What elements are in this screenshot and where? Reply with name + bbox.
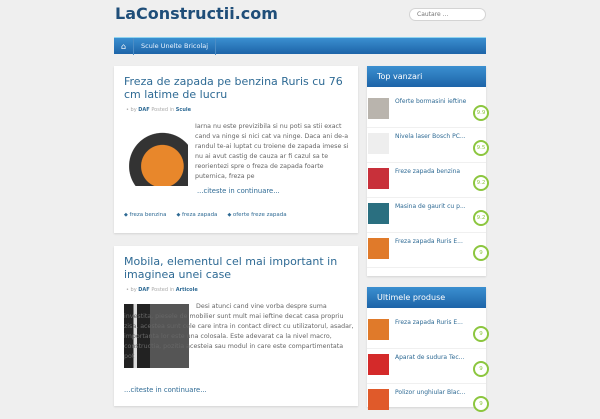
- category-link[interactable]: Articole: [175, 287, 198, 293]
- rating-badge: 9: [473, 245, 489, 261]
- rating-badge: 9.2: [473, 175, 489, 191]
- rating-badge: 9.5: [473, 140, 489, 156]
- post-meta: • by DAF Posted in Scule: [126, 107, 191, 113]
- widget-title: Ultimele produse: [367, 287, 486, 308]
- main-nav: [114, 37, 486, 54]
- product-item[interactable]: Freza zapada Ruris E... 9: [367, 314, 486, 349]
- read-more-link[interactable]: ...citeste in continuare...: [124, 386, 207, 394]
- widget-title: Top vanzari: [367, 66, 486, 87]
- post-card: [114, 246, 358, 406]
- product-item[interactable]: Freza zapada Ruris E... 9: [367, 233, 486, 268]
- author-link[interactable]: DAF: [138, 107, 150, 113]
- product-item[interactable]: Aparat de sudura Tec... 9: [367, 349, 486, 384]
- site-logo[interactable]: LaConstructii.com: [115, 4, 278, 23]
- post-title[interactable]: Mobila, elementul cel mai important in imaginea unei case: [124, 255, 338, 281]
- nav-item-scule[interactable]: Scule Unelte Bricolaj: [134, 38, 216, 55]
- product-item[interactable]: Masina de gaurit cu p... 9.2: [367, 198, 486, 233]
- product-item[interactable]: Polizor unghiular Blac... 9: [367, 384, 486, 419]
- post-card: [114, 66, 358, 233]
- home-icon[interactable]: ⌂: [114, 38, 134, 55]
- post-excerpt: Desi atunci cand vine vorba despre suma investita, piesele de mobilier sunt mult mai ieftine decat casa propriu zisa, acestea sunt cele care intra in contact direct cu utilizatorul, asadar, importanta lor este una colosala. Este adevarat ca la nivel macro, constructia, pozitia acesteia sau modul in care este compartimentata pot: [124, 303, 354, 360]
- rating-badge: 9: [473, 326, 489, 342]
- product-item[interactable]: Oferte bormasini ieftine 9.9: [367, 93, 486, 128]
- category-link[interactable]: Scule: [175, 107, 191, 113]
- post-meta: • by DAF Posted in Articole: [126, 287, 198, 293]
- post-title[interactable]: Freza de zapada pe benzina Ruris cu 76 cm latime de lucru: [124, 75, 343, 101]
- rating-badge: 9: [473, 361, 489, 377]
- post-excerpt: Iarna nu este previzibila si nu poti sa stii exact cand va ninge si nici cat va ninge. Daca ani de-a randul te-ai luptat cu troiene de zapada imese si nu ai avut castig de cauza ar fi cazul sa te reorientezi spre o freza de zapada foarte puternica, freza pe: [195, 123, 349, 180]
- rating-badge: 9: [473, 396, 489, 412]
- read-more-link[interactable]: ...citeste in continuare...: [197, 187, 280, 195]
- post-tags: [124, 212, 287, 218]
- rating-badge: 9.9: [473, 105, 489, 121]
- rating-badge: 9.2: [473, 210, 489, 226]
- search-input[interactable]: [409, 8, 486, 21]
- product-item[interactable]: Freze zapada benzina 9.2: [367, 163, 486, 198]
- tag-link[interactable]: ◆ freza benzina: [124, 212, 167, 218]
- latest-products-widget: [367, 287, 486, 407]
- top-sales-widget: [367, 66, 486, 276]
- tag-link[interactable]: ◆ freza zapada: [177, 212, 218, 218]
- post-thumbnail[interactable]: [124, 120, 188, 186]
- author-link[interactable]: DAF: [138, 287, 150, 293]
- product-item[interactable]: Nivela laser Bosch PC... 9.5: [367, 128, 486, 163]
- tag-link[interactable]: ◆ oferte freze zapada: [227, 212, 286, 218]
